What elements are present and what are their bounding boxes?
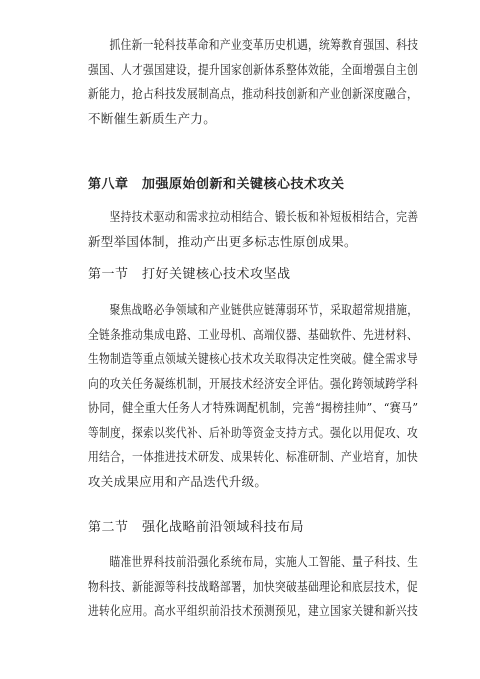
section-1-paragraph	[88, 298, 418, 494]
paragraph-line: 协同，健全重大任务人才特殊调配机制，完善“揭榜挂帅”、“赛马”	[88, 400, 419, 415]
paragraph-line: 攻关成果应用和产品迭代升级。	[88, 473, 268, 489]
paragraph-line: 聚焦战略必争领域和产业链供应链薄弱环节，采取超常规措施，	[109, 302, 419, 317]
paragraph-line: 新型举国体制，推动产出更多标志性原创成果。	[88, 233, 357, 249]
intro-paragraph	[88, 33, 418, 131]
paragraph-line: 生物制造等重点领域关键核心技术攻关取得决定性突破。健全需求导	[88, 351, 419, 366]
paragraph-line: 等制度，探索以奖代补、后补助等资金支持方式。强化以用促攻、攻	[88, 424, 419, 440]
chapter-paragraph	[88, 205, 418, 254]
chapter-heading: 第八章 加强原始创新和关键核心技术攻关	[88, 177, 345, 192]
section-1-heading: 第一节 打好关键核心技术攻坚战	[88, 267, 291, 282]
paragraph-line: 强国、人才强国建设，提升国家创新体系整体效能，全面增强自主创	[88, 61, 419, 77]
section-2-heading: 第二节 强化战略前沿领域科技布局	[88, 520, 305, 535]
paragraph-line: 向的攻关任务凝练机制，开展技术经济安全评估。强化跨领域跨学科	[88, 375, 419, 391]
paragraph-line: 不断催生新质生产力。	[88, 110, 217, 126]
paragraph-line: 瞄准世界科技前沿强化系统布局，实施人工智能、量子科技、生	[109, 554, 419, 569]
paragraph-line: 物科技、新能源等科技战略部署，加快突破基础理论和底层技术，促	[88, 578, 419, 594]
paragraph-line: 抓住新一轮科技革命和产业变革历史机遇，统筹教育强国、科技	[109, 37, 419, 52]
paragraph-line: 坚持技术驱动和需求拉动相结合、锻长板和补短板相结合，完善	[109, 209, 419, 224]
paragraph-line: 用结合，一体推进技术研发、成果转化、标准研制、产业培育，加快	[88, 449, 419, 464]
paragraph-line: 全链条推动集成电路、工业母机、高端仪器、基础软件、先进材料、	[88, 326, 419, 342]
paragraph-line: 新能力，抢占科技发展制高点，推动科技创新和产业创新深度融合，	[88, 86, 419, 101]
section-2-paragraph	[88, 550, 418, 624]
paragraph-line: 进转化应用。高水平组织前沿技术预测预见，建立国家关键和新兴技	[88, 603, 419, 618]
